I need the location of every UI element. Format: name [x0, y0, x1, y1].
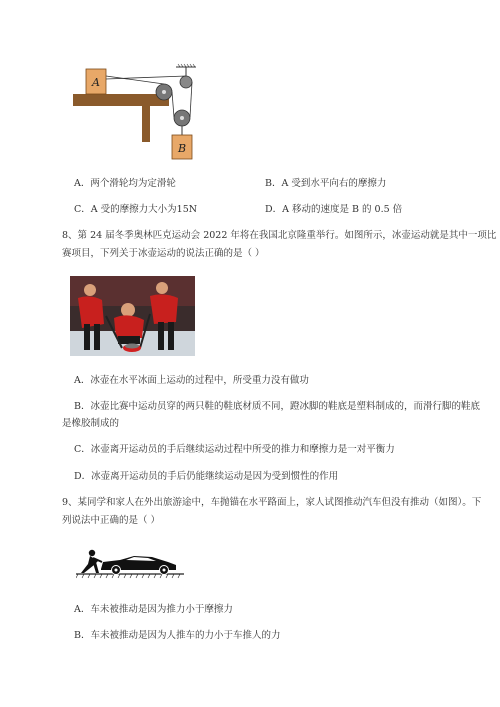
table-leg [142, 106, 150, 142]
pulley-figure [70, 62, 200, 164]
q8-option-d[interactable]: D．冰壶离开运动员的手后仍能继续运动是因为受到惯性的作用 [74, 471, 339, 482]
block-b-label: B [177, 142, 187, 155]
curling-photo [70, 276, 195, 356]
q8-stem-line1: 8、第 24 届冬季奥林匹克运动会 2022 年将在我国北京隆重举行。如图所示，冰壶运动就是其中一项比 [62, 230, 497, 241]
q8-option-c[interactable]: C．冰壶离开运动员的手后继续运动过程中所受的推力和摩擦力是一对平衡力 [74, 444, 395, 455]
q9-stem-line2: 列说法中正确的是（ ） [62, 515, 161, 526]
q8-option-a[interactable]: A．冰壶在水平冰面上运动的过程中，所受重力没有做功 [74, 375, 309, 386]
q9-option-b[interactable]: B．车未被推动是因为人推车的力小于车推人的力 [74, 630, 281, 641]
q8-option-b[interactable]: B．冰壶比赛中运动员穿的两只鞋的鞋底材质不同，蹬冰脚的鞋底是塑料制成的，而滑行脚的鞋底 [74, 401, 480, 412]
q7-option-d[interactable]: D．A 移动的速度是 B 的 0.5 倍 [265, 204, 403, 215]
q7-option-b[interactable]: B．A 受到水平向右的摩擦力 [265, 178, 387, 189]
table-top [73, 94, 169, 106]
block-a-label: A [92, 76, 100, 89]
q8-option-b-cont: 是橡胶制成的 [62, 418, 120, 429]
person-head [89, 550, 95, 556]
top-pulley [180, 76, 192, 88]
q9-option-a[interactable]: A．车未被推动是因为推力小于摩擦力 [74, 604, 233, 615]
q9-stem-line1: 9、某同学和家人在外出旅游途中，车抛锚在水平路面上，家人试图推动汽车但没有推动（如图）。下 [62, 497, 482, 508]
q7-option-a[interactable]: A．两个滑轮均为定滑轮 [74, 178, 176, 189]
q8-stem-line2: 赛项目，下列关于冰壶运动的说法正确的是（ ） [62, 248, 265, 259]
q7-option-c[interactable]: C．A 受的摩擦力大小为15N [74, 204, 198, 215]
push-car-figure [76, 547, 186, 581]
